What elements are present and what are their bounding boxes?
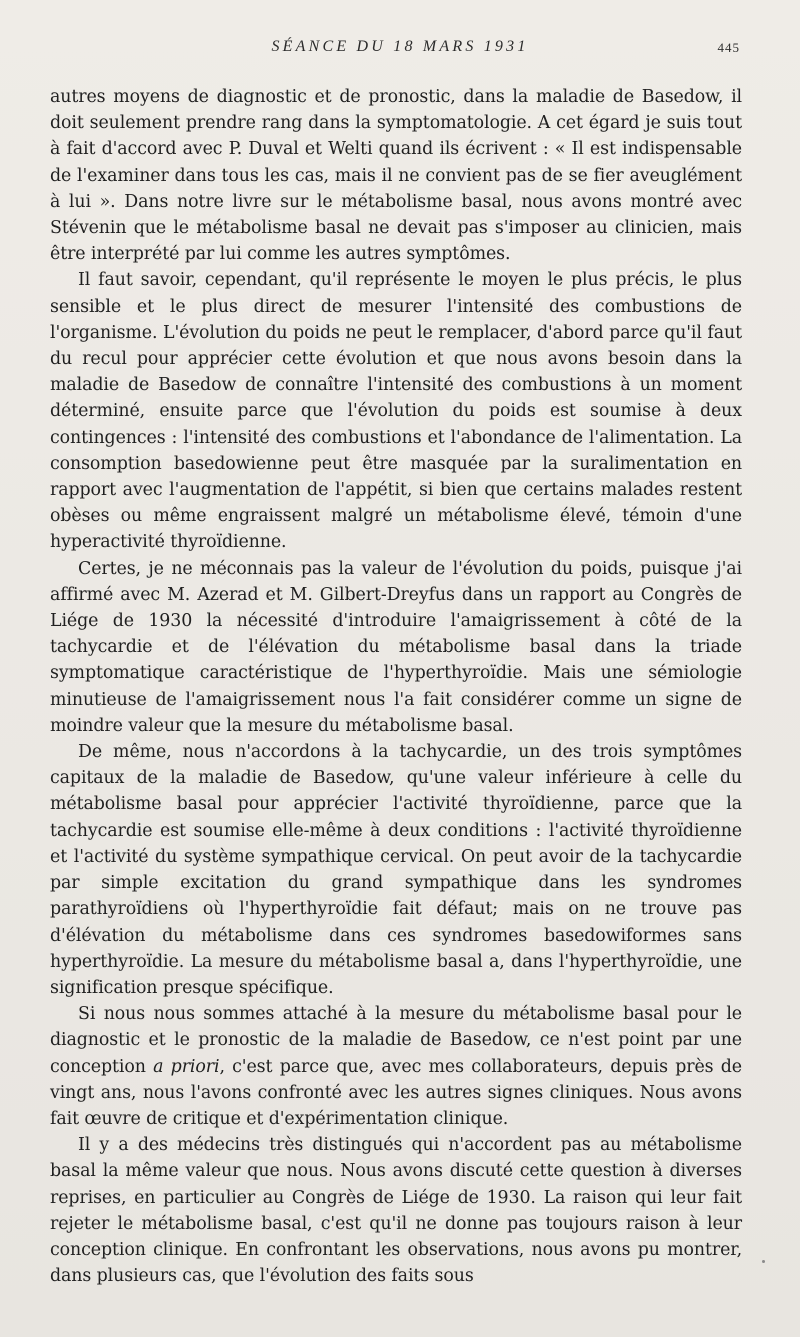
paragraph-1 (50, 84, 742, 267)
paragraph-4-text: De même, nous n'accordons à la tachycardie, un des trois symptômes capitaux de la maladie de Basedow, qu'une valeur inférieure à celle du métabolisme basal pour apprécier l'activité thyroïdienne, parce que la tachycardie est soumise elle-même à deux conditions : l'activité thyroïdienne et l'activité du système sympathique cervical. On peut avoir de la tachycardie par simple excitation du grand sympathique dans les syndromes parathyroïdiens où l'hyperthyroïdie fait défaut; mais on ne trouve pas d'élévation du métabolisme dans ces syndromes basedowiformes sans hyperthyroïdie. La mesure du métabolisme basal a, dans l'hyperthyroïdie, une signification presque spécifique. (50, 742, 742, 998)
paragraph-5-text-start: Si nous nous sommes attaché à la mesure du métabolisme basal pour le diagnostic et le pronostic de la maladie de Basedow, ce n'est point par une conception (50, 1004, 742, 1077)
paragraph-6 (50, 1132, 742, 1289)
paragraph-2-text: Il faut savoir, cependant, qu'il représente le moyen le plus précis, le plus sensible et le plus direct de mesurer l'intensité des combustions de l'organisme. L'évolution du poids ne peut le remplacer, d'abord parce qu'il faut du recul pour apprécier cette évolution et que nous avons besoin dans la maladie de Basedow de connaître l'intensité des combustions à un moment déterminé, ensuite parce que l'évolution du poids est soumise à deux contingences : l'intensité des combustions et l'abondance de l'alimentation. La consomption basedowienne peut être masquée par la suralimentation en rapport avec l'augmentation de l'appétit, si bien que certains malades restent obèses ou même engraissent malgré un métabolisme élevé, témoin d'une hyperactivité thyroïdienne. (50, 270, 742, 553)
body-text (50, 84, 742, 1289)
paragraph-5 (50, 1001, 742, 1132)
paragraph-3-text: Certes, je ne méconnais pas la valeur de l'évolution du poids, puisque j'ai affirmé avec M. Azerad et M. Gilbert-Dreyfus dans un rapport au Congrès de Liége de 1930 la nécessité d'introduire l'amaigrissement à côté de la tachycardie et de l'élévation du métabolisme basal dans la triade symptomatique caractéristique de l'hyperthyroïdie. Mais une sémiologie minutieuse de l'amaigrissement nous l'a fait considérer comme un signe de moindre valeur que la mesure du métabolisme basal. (50, 558, 742, 736)
paragraph-3 (50, 556, 742, 739)
running-head (60, 38, 740, 62)
running-title: SÉANCE DU 18 MARS 1931 (271, 38, 529, 55)
paragraph-6-text: Il y a des médecins très distingués qui n'accordent pas au métabolisme basal la même valeur que nous. Nous avons discuté cette question à diverses reprises, en particulier au Congrès de Liége de 1930. La raison qui leur fait rejeter le métabolisme basal, c'est qu'il ne donne pas toujours raison à leur conception clinique. En confrontant les observations, nous avons pu montrer, dans plusieurs cas, que l'évolution des faits sous (50, 1135, 742, 1287)
page-speck (762, 1260, 765, 1263)
paragraph-1-text: autres moyens de diagnostic et de pronostic, dans la maladie de Basedow, il doit seulement prendre rang dans la symptomatologie. A cet égard je suis tout à fait d'accord avec P. Duval et Welti quand ils écrivent : « Il est indispensable de l'examiner dans tous les cas, mais il ne convient pas de se fier aveuglément à lui ». Dans notre livre sur le métabolisme basal, nous avons montré avec Stévenin que le métabolisme basal ne devait pas s'imposer au clinicien, mais être interprété par lui comme les autres symptômes. (50, 87, 742, 265)
paragraph-5-emphasis: a priori (153, 1056, 220, 1077)
page-number: 445 (717, 40, 740, 55)
paragraph-2 (50, 267, 742, 555)
paragraph-4 (50, 739, 742, 1001)
paragraph-5-text-end: , c'est parce que, avec mes collaborateurs, depuis près de vingt ans, nous l'avons confronté avec les autres signes cliniques. Nous avons fait œuvre de critique et d'expérimentation clinique. (50, 1056, 742, 1129)
